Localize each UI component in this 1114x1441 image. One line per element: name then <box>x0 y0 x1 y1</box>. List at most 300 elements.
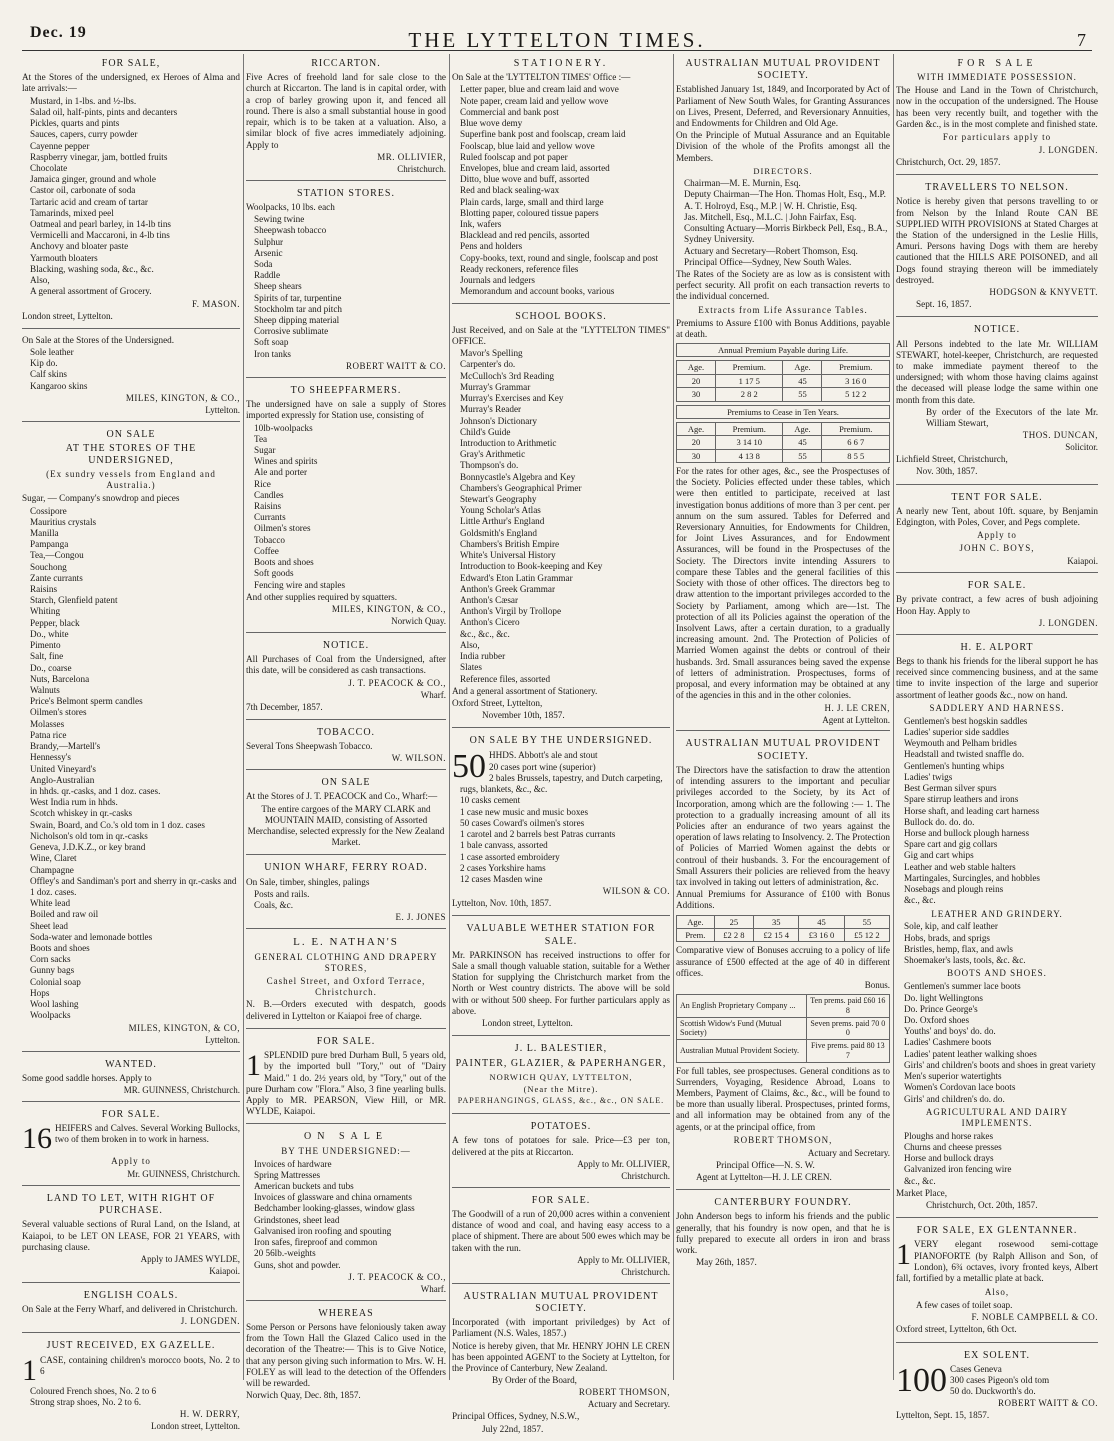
list-item: Ready reckoners, reference files <box>460 263 579 274</box>
advert-apply: Apply to <box>977 530 1017 541</box>
list-item: Calf skins <box>30 369 68 380</box>
list-item: Yarmouth bloaters <box>30 252 98 263</box>
table-header: Premium. <box>716 422 783 435</box>
list-item: Blacklead and red pencils, assorted <box>460 230 590 241</box>
advert-text: VERY elegant rosewood semi-cottage PIANOFORTE (by Ralph Allison and Son, of London), 6¾ octaves, ivory fronted keys, Albert fall, fortified by a metallic plate at back. <box>896 1239 1098 1284</box>
advert-text: On Sale at the 'LYTTELTON TIMES' Office :— <box>452 72 631 83</box>
item-list <box>246 889 446 911</box>
advert-heading: FOR SALE <box>957 58 1037 69</box>
list-item: Tobacco <box>254 534 285 545</box>
advert-signature: WILSON & CO. <box>602 886 670 897</box>
advert-date: 7th December, 1857. <box>246 701 323 712</box>
list-item: Grindstones, sheet lead <box>254 1214 340 1225</box>
table-cell: £2 15 4 <box>754 929 799 942</box>
list-item: Gentlemen's hunting whips <box>904 760 1005 771</box>
advert-stationery <box>452 54 670 304</box>
advert-amp-society <box>676 54 890 731</box>
advert-text: The Directors have the satisfaction to draw the attention of intending assurers to the important and peculiar privileges accorded to the Society, by its Act of Incorporation, among which are the following :— 1. The protection to a gradually increasing amount of all its Policies after an endurance of two years against the operation of laws relating to Insolvency. 2. The Protection of Policies of Married Women against the debts or controul of their husbands. 3. For the encouragement of Small Assurers their policies are relieved from the heavy tax involved in taking out letters of administration, &c. <box>676 764 890 888</box>
advert-address: Kaiapoi. <box>1067 556 1098 567</box>
advert-school-books <box>452 307 670 729</box>
advert-apply: Apply to JAMES WYLDE, <box>140 1254 240 1265</box>
advert-heading: EX SOLENT. <box>964 1349 1030 1361</box>
table-header: Premium. <box>822 361 890 374</box>
list-item: Pampanga <box>30 539 69 550</box>
list-item: Jamaica ginger, ground and whole <box>30 174 156 185</box>
list-item: Murray's Grammar <box>460 381 531 392</box>
advert-text: And a general assortment of Stationery. <box>452 685 598 696</box>
advert-address: London street, Lyttelton. <box>482 1018 573 1029</box>
advert-signature: JOHN C. BOYS, <box>959 543 1035 554</box>
advert-address: Principal Offices, Sydney, N.S.W., <box>452 1411 580 1422</box>
list-item: Starch, Glenfield patent <box>30 595 118 606</box>
list-item: Oatmeal and pearl barley, in 14-lb tins <box>30 219 171 230</box>
list-item: Ladies' superior side saddles <box>904 727 1009 737</box>
list-item: Sole, kip, and calf leather <box>904 921 998 932</box>
list-item: Actuary and Secretary—Robert Thomson, Esq. <box>684 245 858 256</box>
list-item: Sulphur <box>254 236 284 247</box>
list-item: Raspberry vinegar, jam, bottled fruits <box>30 151 168 162</box>
table-header: 25 <box>714 915 753 928</box>
list-item: Posts and rails. <box>254 888 310 899</box>
list-item: Best German silver spurs <box>904 783 997 794</box>
advert-text: HEIFERS and Calves. Several Working Bullocks, two of them broken in to work in harness. <box>55 1123 240 1145</box>
advert-role: Actuary and Secretary. <box>587 1399 670 1410</box>
list-item: Soft soap <box>254 337 289 348</box>
table-row <box>677 1040 890 1063</box>
list-item: Ruled foolscap and pot paper <box>460 151 568 162</box>
list-item: Nicholson's old tom in qr.-casks <box>30 830 148 841</box>
advert-address: London street, Lyttelton. <box>151 1420 240 1431</box>
column-rule <box>449 54 450 1380</box>
table-cell: 45 <box>783 374 822 387</box>
page-number: 7 <box>1077 30 1086 50</box>
advert-signature: MR. GUINNESS, Christchurch. <box>123 1084 240 1095</box>
item-list <box>896 921 1098 966</box>
advert-text: HHDS. Abbott's ale and stout <box>489 749 598 760</box>
advert-text: Woolpacks, 10 lbs. each <box>246 201 335 212</box>
list-item: Also, <box>460 639 480 650</box>
advert-durham-bull <box>246 1032 446 1125</box>
list-item: Anthon's Virgil by Trollope <box>460 606 562 617</box>
advert-heading: ENGLISH COALS. <box>83 1289 179 1301</box>
advert-text: By private contract, a few acres of bush adjoining Hoon Hay. Apply to <box>896 594 1098 616</box>
advert-heading: NOTICE. <box>322 639 370 651</box>
advert-text: For the rates for other ages, &c., see the Prospectuses of the Society. Policies effected under these tables, which were then entitled to participate, received at last investigation bonus additions of more than 3 per cent. per annum on the sum assured. Tables for Deferred and Reversionary Annuities, for Endowments for Children, for Joint Lives Assurances, and for Endowment Assurances, will be found in the Prospectuses of the Society. The Directors invite intending Assurers to compare these Tables and the general facilities of this Society with those of other offices. The directors beg to draw attention to the important privileges accorded to the Society by Parliament, among which are—1st. The protection of all its Policies against the operation of the Insolvent Laws, after a certain duration, to a gradually increasing amount. 2nd. The Protection of Policies of Married Women against the debts or controul of their husbands. 3rd. Small assurances being saved the expense of letters of administration. Prospectuses, forms of proposal, and every information may be obtained at any of the agencies in this and in the other colonies. <box>676 465 890 701</box>
item-list <box>452 84 670 297</box>
item-list <box>246 423 446 591</box>
table-cell: An English Proprietary Company ... <box>677 995 807 1018</box>
table-row <box>677 929 890 942</box>
list-item: Gentlemen's best hogskin saddles <box>904 715 1028 726</box>
advert-text: The undersigned have on sale a supply of Stores imported expressly for Station use, consisting of <box>246 399 446 421</box>
list-item: Sheep dipping material <box>254 315 340 326</box>
list-item: Colonial soap <box>30 976 81 987</box>
list-item: Martingales, Surcingles, and hobbles <box>904 872 1041 883</box>
list-item: Spirits of tar, turpentine <box>254 292 342 303</box>
list-item: Blue wove demy <box>460 118 523 129</box>
advert-alport-saddlery <box>896 638 1098 1218</box>
issue-date: Dec. 19 <box>30 24 87 41</box>
advert-date: Oxford street, Lyttelton, 6th Oct. <box>896 1324 1017 1335</box>
table-row <box>677 995 890 1018</box>
list-item: Coloured French shoes, No. 2 to 6 <box>30 1385 157 1396</box>
advert-house-sale <box>896 54 1098 175</box>
list-item: Currants <box>254 512 286 523</box>
directors-heading: DIRECTORS. <box>753 165 813 176</box>
advert-signature: J. LONGDEN. <box>1038 145 1098 155</box>
list-item: 50 do. Duckworth's do. <box>950 1386 1036 1397</box>
list-item: Brandy,—Martell's <box>30 741 101 752</box>
advert-address: Norwich Quay. <box>391 615 446 626</box>
list-item: Corrosive sublimate <box>254 326 329 337</box>
advert-apply: Apply to Mr. OLLIVIER, <box>577 1158 670 1169</box>
advert-heading: WANTED. <box>105 1058 157 1070</box>
advert-heifers <box>22 1105 240 1186</box>
list-item: Chocolate <box>30 162 68 173</box>
list-item: Thompson's do. <box>460 460 519 471</box>
premiums-note: Annual Premiums for Assurance of £100 with Bonus Additions. <box>676 889 890 911</box>
list-item: Guns, shot and powder. <box>254 1259 341 1270</box>
list-item: Galvanized iron fencing wire <box>904 1164 1012 1175</box>
list-item: Sheet lead <box>30 920 69 931</box>
advert-text: At the Stores of the undersigned, ex Heroes of Alma and late arrivals:— <box>22 72 240 94</box>
list-item: 12 cases Masden wine <box>460 874 543 884</box>
advert-body: The entire cargoes of the MARY CLARK and MOUNTAIN MAID, consisting of Assorted Merchandise, selected expressly for the New Zealand Market. <box>247 803 445 848</box>
advert-signature: ROBERT THOMSON, <box>733 1134 833 1145</box>
advert-number: 100 <box>896 1361 947 1399</box>
list-item: Churns and cheese presses <box>904 1141 1002 1152</box>
advert-address: Principal Office—N. S. W. <box>716 1159 815 1170</box>
list-item: American buckets and tubs <box>254 1181 354 1191</box>
table-cell: £3 16 0 <box>799 929 844 942</box>
list-item: Strong strap shoes, No. 2 to 6. <box>30 1396 142 1407</box>
advert-heading: ON SALE BY THE UNDERSIGNED. <box>469 735 653 747</box>
advert-heading: H. E. ALPORT <box>960 641 1034 653</box>
list-item: Chambers's British Empire <box>460 538 560 549</box>
advert-balestier <box>452 1039 670 1114</box>
list-item: Soda-water and lemonade bottles <box>30 931 153 942</box>
advert-address: Christchurch. <box>621 1170 670 1181</box>
advert-date: May 26th, 1857. <box>696 1257 757 1268</box>
item-list <box>896 716 1098 907</box>
list-item: Murray's Reader <box>460 404 522 415</box>
premium-table-life <box>676 360 890 401</box>
newspaper-title: THE LYTTELTON TIMES. <box>408 28 706 52</box>
list-item: Champagne <box>30 864 74 875</box>
advert-address: Lichfield Street, Christchurch, <box>896 454 1008 465</box>
advert-apply: Apply to <box>111 1156 151 1167</box>
item-list <box>22 96 240 298</box>
list-item: Mustard, in 1-lbs. and ½-lbs. <box>30 95 137 106</box>
advert-tobacco <box>246 723 446 770</box>
advert-subheading: PAINTER, GLAZIER, & PAPERHANGER, <box>455 1057 667 1069</box>
list-item: Rice <box>254 478 271 489</box>
list-item: Cases Geneva <box>950 1363 1002 1374</box>
advert-role: Actuary and Secretary. <box>807 1147 890 1158</box>
list-item: Reference files, assorted <box>460 673 551 684</box>
list-item: 20 56lb.-weights <box>254 1248 316 1259</box>
advert-gazelle <box>22 1336 240 1437</box>
table-cell: 3 14 10 <box>716 436 783 449</box>
advert-heading: TENT FOR SALE. <box>951 491 1043 503</box>
list-item: McCulloch's 3rd Reading <box>460 370 555 381</box>
list-item: Gunny bags <box>30 965 75 976</box>
advert-station-stores <box>246 184 446 378</box>
list-item: Mavor's Spelling <box>460 348 523 359</box>
list-item: Goldsmith's England <box>460 527 537 538</box>
table-cell: 55 <box>783 449 822 462</box>
advert-signature: THOS. DUNCAN, <box>1022 430 1098 441</box>
list-item: Oilmen's stores <box>30 707 87 718</box>
advert-text: On Sale at the Stores of the Undersigned. <box>22 334 175 345</box>
table-cell: £5 12 2 <box>844 929 889 942</box>
list-item: Do. light Wellingtons <box>904 992 983 1003</box>
advert-whereas <box>246 1304 446 1408</box>
list-item: Ale and porter <box>254 467 308 478</box>
list-item: West India rum in hhds. <box>30 797 118 808</box>
list-item: Consulting Actuary—Morris Birkbeck Pell, Esq., B.A., Sydney University. <box>684 223 888 245</box>
table-row <box>677 374 890 387</box>
advert-text: Sugar, — Company's snowdrop and pieces <box>22 493 180 504</box>
list-item: Men's superior watertights <box>904 1071 1002 1082</box>
list-item: Blotting paper, coloured tissue papers <box>460 207 599 218</box>
list-item: Cossipore <box>30 505 67 516</box>
advert-signature: MILES, KINGTON, & CO., <box>125 392 240 403</box>
list-item: Ladies' Cashmere boots <box>904 1037 992 1048</box>
list-item: Do., white <box>30 628 69 639</box>
list-item: Note paper, cream laid and yellow wove <box>460 95 609 106</box>
advert-signature: J. LONGDEN. <box>180 1316 240 1327</box>
list-item: Jas. Mitchell, Esq., M.L.C. | John Fairfax, Esq. <box>684 211 857 222</box>
advert-text: A few tons of potatoes for sale. Price—£3 per ton, delivered at the pits at Riccarton. <box>452 1135 670 1157</box>
advert-number: 50 <box>452 747 486 785</box>
table-header: Age. <box>783 422 822 435</box>
advert-land-to-let <box>22 1189 240 1283</box>
list-item: Bonnycastle's Algebra and Key <box>460 471 576 482</box>
advert-signature: MR. OLLIVIER, <box>377 151 446 162</box>
table-cell: 1 17 5 <box>716 374 783 387</box>
list-item: Horse shaft, and leading cart harness <box>904 805 1040 816</box>
advert-role: Solicitor. <box>1065 442 1098 453</box>
advert-address: Lyttelton. <box>205 1034 240 1045</box>
column-3 <box>452 54 670 1434</box>
table-header: Age. <box>677 915 715 928</box>
table-cell: 55 <box>783 388 822 401</box>
table-caption: Premiums to Cease in Ten Years. <box>676 405 890 419</box>
advert-heading: J. L. BALESTIER, <box>514 1043 608 1055</box>
advert-heading: FOR SALE. <box>531 1194 591 1206</box>
list-item: Young Scholar's Atlas <box>460 505 541 516</box>
advert-signature: E. J. JONES <box>395 912 446 923</box>
list-item: Blacking, washing soda, &c., &c. <box>30 263 154 274</box>
list-item: Raisins <box>254 501 282 512</box>
table-header: 35 <box>754 915 799 928</box>
list-item: Pimento <box>30 640 61 651</box>
section-heading: BOOTS AND SHOES. <box>947 968 1047 979</box>
list-item: United Vineyard's <box>30 763 96 774</box>
list-item: Cayenne pepper <box>30 140 90 151</box>
table-header: Premium. <box>822 422 890 435</box>
advert-signature: F. MASON. <box>191 298 240 309</box>
list-item: Hops <box>30 987 50 998</box>
list-item: Horse and bullock drays <box>904 1153 994 1164</box>
list-item: Foolscap, blue laid and yellow wove <box>460 140 595 151</box>
list-item: Wine, Claret <box>30 853 77 864</box>
advert-heading: ON SALE <box>304 1131 388 1143</box>
advert-text: N. B.—Orders executed with despatch, goods delivered in Lyttelton or Kaiapoi free of charge. <box>246 999 446 1021</box>
advert-heading: AUSTRALIAN MUTUAL PROVIDENT SOCIETY. <box>685 58 881 82</box>
tables-heading: Extracts from Life Assurance Tables. <box>698 304 868 315</box>
item-list <box>22 347 240 392</box>
advert-signature: ROBERT WAITT & CO. <box>998 1398 1098 1409</box>
list-item: Sauces, capers, curry powder <box>30 129 138 140</box>
table-cell: 8 5 5 <box>822 449 890 462</box>
advert-signature: HODGSON & KNYVETT. <box>989 287 1098 298</box>
list-item: Scotch whiskey in qr.-casks <box>30 808 133 819</box>
advert-heading: TRAVELLERS TO NELSON. <box>925 182 1069 194</box>
table-cell: Seven prems. paid 70 0 0 <box>806 1017 889 1040</box>
list-item: Geneva, J.D.K.Z., or key brand <box>30 842 146 853</box>
list-item: Soda <box>254 258 273 269</box>
advert-date: November 10th, 1857. <box>482 710 565 721</box>
list-item: India rubber <box>460 651 506 662</box>
advert-signature: H. J. LE CREN, <box>824 702 890 713</box>
list-item: &c., &c. <box>904 895 936 906</box>
advert-date: Nov. 30th, 1857. <box>916 466 978 477</box>
list-item: Soft goods <box>254 568 294 579</box>
list-item: Coffee <box>254 545 279 556</box>
advert-hardware <box>246 1127 446 1300</box>
table-header: 55 <box>844 915 889 928</box>
advert-heading: FOR SALE. <box>101 1108 161 1120</box>
advert-stewart-notice <box>896 320 1098 484</box>
advert-text: CASE, containing children's morocco boots, No. 2 to 6 <box>40 1354 240 1376</box>
advert-date: Lyttelton, Nov. 10th, 1857. <box>452 898 552 909</box>
advert-date: Sept. 16, 1857. <box>916 299 972 310</box>
list-item: 300 cases Pigeon's old tom <box>950 1375 1050 1386</box>
list-item: Shoemaker's lasts, tools, &c. &c. <box>904 955 1026 966</box>
list-item: Chambers's Geographical Primer <box>460 482 582 493</box>
list-item: Chairman—M. E. Murnin, Esq. <box>684 178 801 189</box>
advert-text: All Purchases of Coal from the Undersigned, after this date, will be considered as cash transactions. <box>246 654 446 676</box>
advert-amp-privileges <box>676 734 890 1190</box>
advert-agent: Agent at Lyttelton—H. J. LE CREN. <box>696 1172 832 1183</box>
list-item: Letter paper, blue and cream laid and wove <box>460 84 619 95</box>
list-item: Coals, &c. <box>254 900 294 910</box>
section-heading: SADDLERY AND HARNESS. <box>929 702 1065 713</box>
list-item: Sugar <box>254 444 276 455</box>
advert-text: Just Received, and on Sale at the "LYTTELTON TIMES" OFFICE. <box>452 324 670 346</box>
advert-text: The House and Land in the Town of Christchurch, now in the occupation of the undersigned. The House has been very recently built, and together with the Garden &c., is in the most complete and finished state. <box>896 85 1098 129</box>
list-item: Do. Oxford shoes <box>904 1014 970 1025</box>
list-item: Whiting <box>30 606 61 617</box>
list-item: Leather and web stable halters <box>904 861 1016 872</box>
list-item: Plain cards, large, small and third large <box>460 196 604 207</box>
advert-heading: CANTERBURY FOUNDRY. <box>714 1197 852 1209</box>
list-item: Horse and bullock plough harness <box>904 827 1030 838</box>
advert-text: For full tables, see prospectuses. General conditions as to Surrenders, Voyaging, Residence Abroad, Loans to Members, Payment of Claims, &c., &c., will be found to be more than usually liberal. Prospectuses, printed forms, and all information may be obtained from any of the agents, or at the principal office, from <box>676 1065 890 1132</box>
advert-text: Begs to thank his friends for the liberal support he has received since commencing business, and at the same time to invite inspection of the large and superior assortment of leather goods &c., now on hand. <box>896 655 1098 700</box>
advert-heading: WHEREAS <box>318 1307 374 1319</box>
list-item: Woolpacks <box>30 1010 71 1021</box>
advert-nathans <box>246 932 446 1029</box>
advert-signature: MILES, KINGTON, & CO., <box>331 604 446 614</box>
advert-signature: MILES, KINGTON, & CO, <box>128 1022 240 1033</box>
advert-address: Kaiapoi. <box>209 1266 240 1276</box>
advert-signature: Mr. GUINNESS, Christchurch. <box>127 1169 240 1180</box>
list-item: Kangaroo skins <box>30 380 88 391</box>
advert-address: Lyttelton. <box>205 404 240 415</box>
list-item: 1 bale canvass, assorted <box>460 840 548 851</box>
list-item: Wool lashing <box>30 999 79 1010</box>
list-item: Boiled and raw oil <box>30 909 99 920</box>
list-item: 2 bales Brussels, tapestry, and Dutch carpeting, rugs, blankets, &c., &c. <box>460 773 663 795</box>
list-item: Principal Office—Sydney, New South Wales. <box>684 256 852 267</box>
list-item: Spare cart and gig collars <box>904 839 998 850</box>
list-item: Youths' and boys' do. do. <box>904 1026 996 1037</box>
list-item: Ink, wafers <box>460 219 502 230</box>
table-header: Premium. <box>716 361 783 374</box>
list-item: Zante currants <box>30 572 83 583</box>
list-item: Little Arthur's England <box>460 516 545 527</box>
list-item: A. T. Holroyd, Esq., M.P. | W. H. Christie, Esq. <box>684 200 858 211</box>
list-item: Edward's Eton Latin Grammar <box>460 572 573 583</box>
list-item: Souchong <box>30 561 67 572</box>
list-item: Iron tanks <box>254 348 291 359</box>
list-item: Ditto, blue wove and buff, assorted <box>460 174 590 185</box>
advert-on-sale-stores <box>22 425 240 1052</box>
advert-address: Market Place, <box>896 1187 948 1198</box>
advert-number: 1 <box>896 1238 911 1272</box>
list-item: Weymouth and Pelham bridles <box>904 738 1017 749</box>
advert-text: Comparative view of Bonuses accruing to a policy of life assurance of £500 effected at the age of 40 in different offices. <box>676 945 890 978</box>
advert-heading: FOR SALE, EX GLENTANNER. <box>916 1225 1078 1237</box>
list-item: Boots and shoes <box>30 943 90 954</box>
advert-travellers-nelson <box>896 178 1098 317</box>
advert-tent <box>896 488 1098 574</box>
advert-text: And other supplies required by squatters. <box>246 591 398 602</box>
list-item: Commercial and bank post <box>460 106 559 117</box>
list-item: Superfine bank post and foolscap, cream laid <box>460 129 626 140</box>
list-item: Deputy Chairman—The Hon. Thomas Holt, Esq., M.P. <box>684 189 886 200</box>
list-item: 10 casks cement <box>460 795 521 806</box>
advert-signature: J. T. PEACOCK & CO., <box>348 677 446 688</box>
list-item: Girls' and children's do. do. <box>904 1093 1005 1104</box>
advert-text: The Rates of the Society are as low as is consistent with perfect security. All profit on each transaction reverts to the individual concerned. <box>676 269 890 302</box>
advert-signature: ROBERT THOMSON, <box>578 1387 670 1398</box>
advert-date: Lyttelton, Sept. 15, 1857. <box>896 1410 990 1421</box>
advert-signature: W. WILSON. <box>391 753 446 764</box>
advert-leather <box>22 332 240 422</box>
list-item: Do., coarse <box>30 662 72 673</box>
advert-by: By Order of the Board, <box>492 1375 577 1386</box>
advert-text: At the Stores of J. T. PEACOCK and Co., Wharf:— <box>246 791 438 802</box>
advert-heading: FOR SALE. <box>316 1035 376 1047</box>
advert-subheading: (Ex sundry vessels from England and Australia.) <box>46 469 216 491</box>
list-item: Girls' and children's boots and shoes in great variety <box>904 1059 1096 1070</box>
list-item: 2 cases Yorkshire hams <box>460 862 546 873</box>
list-item: Carpenter's do. <box>460 359 516 370</box>
advert-text: On Sale, timber, shingles, palings <box>246 876 370 887</box>
list-item: &c., &c., &c. <box>460 628 510 639</box>
section-heading: LEATHER AND GRINDERY. <box>931 908 1063 919</box>
premium-table-ten-years <box>676 422 890 463</box>
list-item: Salad oil, half-pints, pints and decanters <box>30 106 178 117</box>
column-rule <box>673 54 674 1380</box>
advert-address: Oxford Street, Lyttelton, <box>452 697 543 708</box>
advert-peacock-cargoes <box>246 773 446 855</box>
table-header: Age. <box>677 422 716 435</box>
